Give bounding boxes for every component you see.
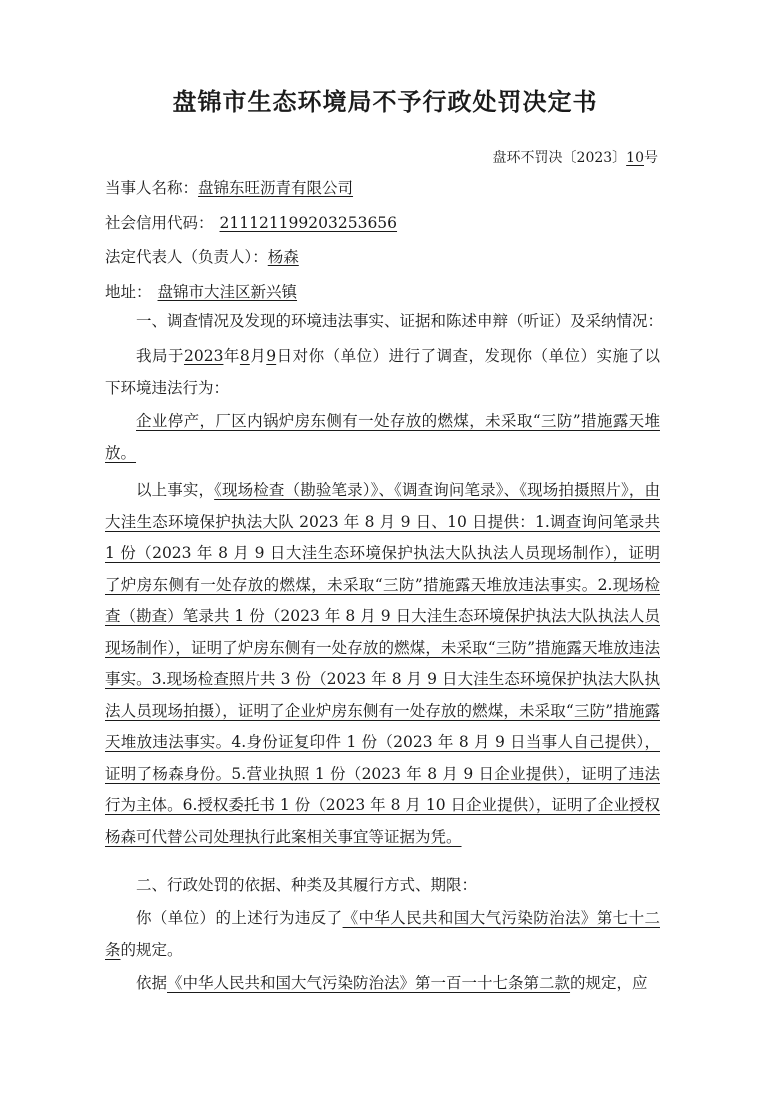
address-value: 盘锦市大洼区新兴镇 [157,283,298,301]
basis-law: 《中华人民共和国大气污染防治法》第一百一十七条第二款 [167,974,571,992]
section2-heading: 二、行政处罚的依据、种类及其履行方式、期限： [136,876,478,894]
credit-code-label: 社会信用代码： [105,214,214,232]
evidence-lead: 以上事实， [136,481,215,499]
investigation-paragraph: 我局于2023年8月9日对你（单位）进行了调查，发现你（单位）实施了以下环境违法行为： [105,347,660,397]
basis-paragraph: 依据《中华人民共和国大气污染防治法》第一百一十七条第二款的规定，应 [136,974,648,992]
investigation-year: 2023 [183,347,224,365]
violation-paragraph [105,406,660,469]
legal-rep-label: 法定代表人（负责人）： [105,248,268,266]
doc-number-value: 10 [626,150,644,166]
doc-number-prefix: 盘环不罚决〔2023〕 [492,150,627,166]
legal-rep-row [105,245,299,267]
legal-rep-value: 杨森 [267,248,299,266]
section1-heading: 一、调查情况及发现的环境违法事实、证据和陈述申辩（听证）及采纳情况： [136,312,664,330]
address-row [105,280,297,302]
credit-code-row [105,211,397,233]
evidence-paragraph [105,475,660,853]
credit-code-value: 211121199203253656 [219,214,398,232]
evidence-body: 《现场检查（勘验笔录）》、《调查询问笔录》、《现场拍摄照片》，由大洼生态环境保护执法大队 2023 年 8 月 9 日、10 日提供：1.调查询问笔录共 1 份（2023 年 8 月 9 日大洼生态环境保护执法大队执法人员现场制作），证明了炉房东侧有一处存放的燃煤，未采取“三防”措施露天堆放违法事实。2.现场检查（勘查）笔录共 1 份（2023 年 8 月 9 日大洼生态环境保护执法大队执法人员现场制作），证明了炉房东侧有一处存放的燃煤，未采取“三防”措施露天堆放违法事实。3.现场检查照片共 3 份（2023 年 8 月 9 日大洼生态环境保护执法大队执法人员现场拍摄），证明了企业炉房东侧有一处存放的燃煤，未采取“三防”措施露天堆放违法事实。4.身份证复印件 1 份（2023 年 8 月 9 日当事人自己提供），证明了杨森身份。5.营业执照 1 份（2023 年 8 月 9 日企业提供），证明了违法行为主体。6.授权委托书 1 份（2023 年 8 月 10 日企业提供），证明了企业授权杨森可代替公司处理执行此案相关事宜等证据为凭。 [105,481,660,846]
party-name-value: 盘锦东旺沥青有限公司 [198,179,354,197]
party-name-label: 当事人名称： [105,179,199,197]
violated-law: 《中华人民共和国大气污染防治法》第七十二条 [105,909,660,959]
investigation-day: 9 [266,347,277,365]
document-title: 盘锦市生态环境局不予行政处罚决定书 [172,87,598,116]
document-number [493,147,658,167]
party-name-row [105,176,353,198]
address-label: 地址： [105,283,152,301]
doc-number-suffix: 号 [644,150,658,166]
violation-text: 企业停产，厂区内锅炉房东侧有一处存放的燃煤，未采取“三防”措施露天堆放。 [105,412,660,462]
violates-paragraph: 你（单位）的上述行为违反了《中华人民共和国大气污染防治法》第七十二条的规定。 [105,909,660,959]
investigation-month: 8 [239,347,250,365]
